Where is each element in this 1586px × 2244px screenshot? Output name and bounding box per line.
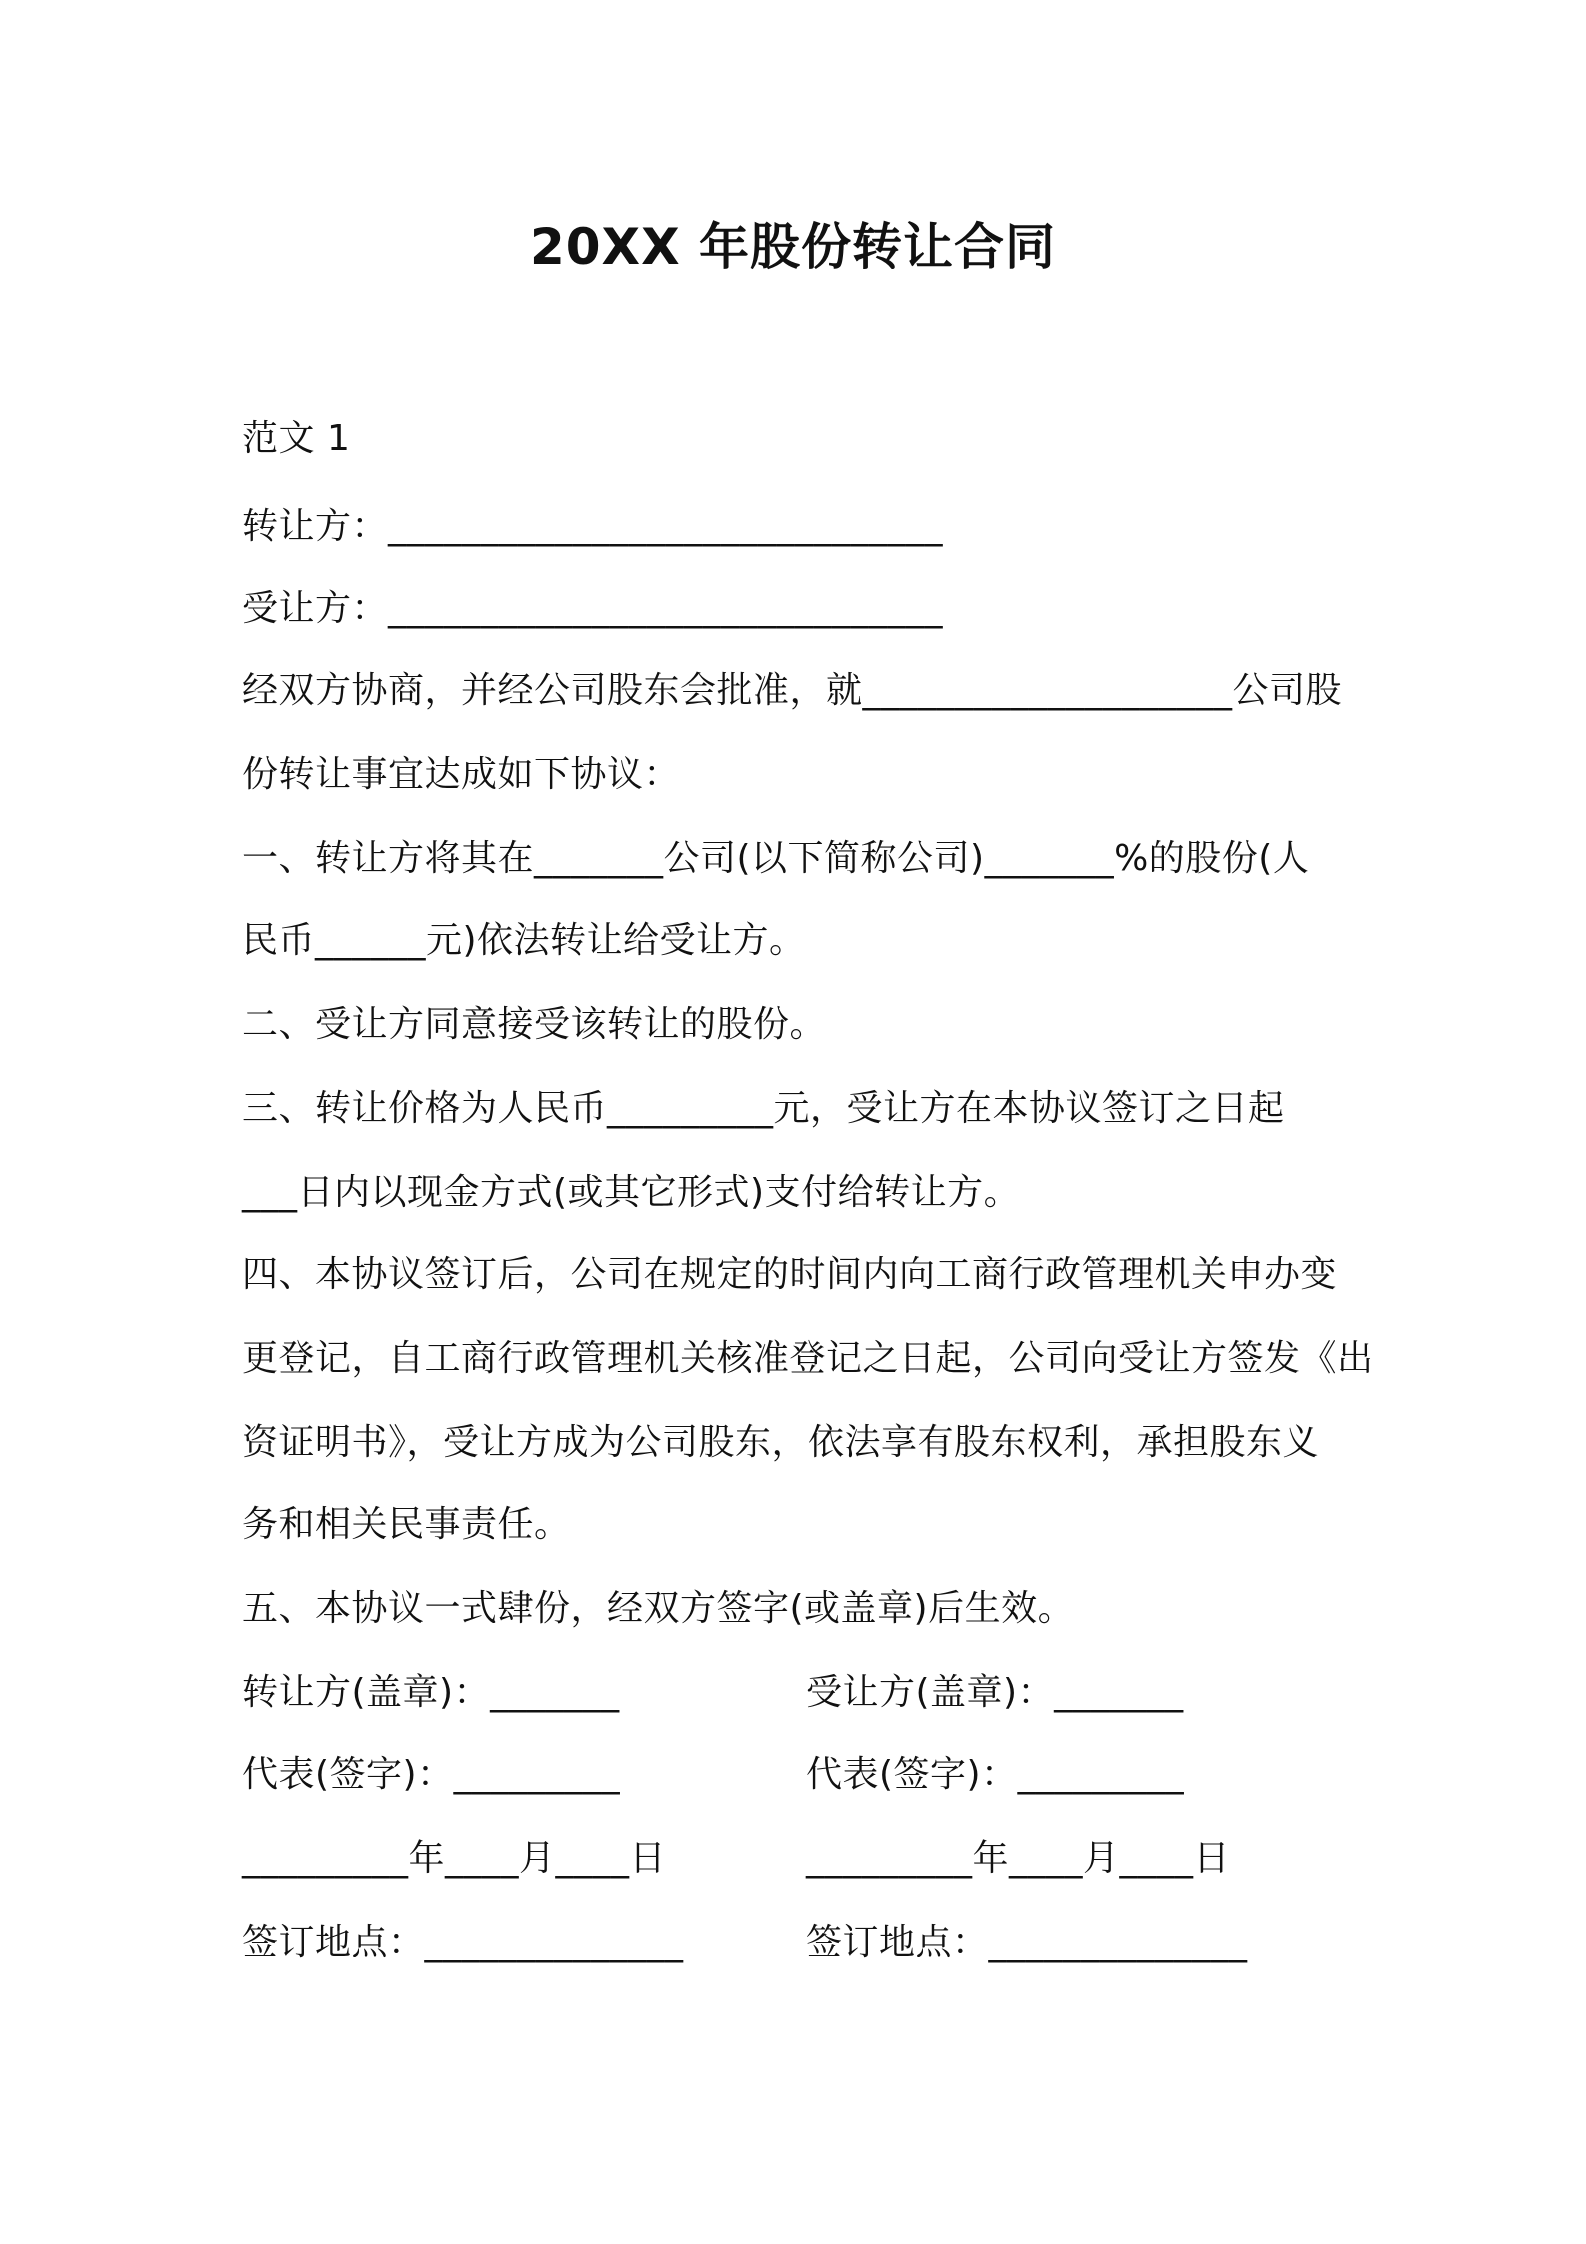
preamble-line-1: 经双方协商，并经公司股东会批准，就____________________公司股 bbox=[242, 670, 1343, 711]
clause-2-line: 二、受让方同意接受该转让的股份。 bbox=[242, 1004, 827, 1045]
signature-transferee-seal: 受让方(盖章)：_______ bbox=[806, 1672, 1184, 1713]
preamble-line-2: 份转让事宜达成如下协议： bbox=[242, 754, 681, 795]
signature-transferor-date: _________年____月____日 bbox=[242, 1838, 666, 1879]
clause-4-line-4: 务和相关民事责任。 bbox=[242, 1504, 571, 1545]
clause-1-line-2: 民币______元)依法转让给受让方。 bbox=[242, 920, 806, 961]
signature-transferor-representative: 代表(签字)：_________ bbox=[242, 1754, 621, 1795]
clause-5-line: 五、本协议一式肆份，经双方签字(或盖章)后生效。 bbox=[242, 1588, 1075, 1629]
signature-transferee-representative: 代表(签字)：_________ bbox=[806, 1754, 1185, 1795]
signature-transferee-date: _________年____月____日 bbox=[806, 1838, 1230, 1879]
clause-1-line-1: 一、转让方将其在_______公司(以下简称公司)_______%的股份(人 bbox=[242, 838, 1310, 879]
clause-4-line-2: 更登记，自工商行政管理机关核准登记之日起，公司向受让方签发《出 bbox=[242, 1338, 1374, 1379]
transferee-line: 受让方：______________________________ bbox=[242, 588, 944, 629]
section-heading: 范文 1 bbox=[242, 418, 351, 459]
transferor-line: 转让方：______________________________ bbox=[242, 506, 944, 547]
signature-transferor-seal: 转让方(盖章)：_______ bbox=[242, 1672, 620, 1713]
clause-4-line-3: 资证明书》，受让方成为公司股东，依法享有股东权利，承担股东义 bbox=[242, 1422, 1320, 1463]
clause-3-line-2: ___日内以现金方式(或其它形式)支付给转让方。 bbox=[242, 1172, 1021, 1213]
signature-transferor-place: 签订地点：______________ bbox=[242, 1922, 684, 1963]
clause-4-line-1: 四、本协议签订后，公司在规定的时间内向工商行政管理机关申办变 bbox=[242, 1254, 1338, 1295]
clause-3-line-1: 三、转让价格为人民币_________元，受让方在本协议签订之日起 bbox=[242, 1088, 1285, 1129]
signature-transferee-place: 签订地点：______________ bbox=[806, 1922, 1248, 1963]
document-title: 20XX 年股份转让合同 bbox=[529, 218, 1057, 276]
